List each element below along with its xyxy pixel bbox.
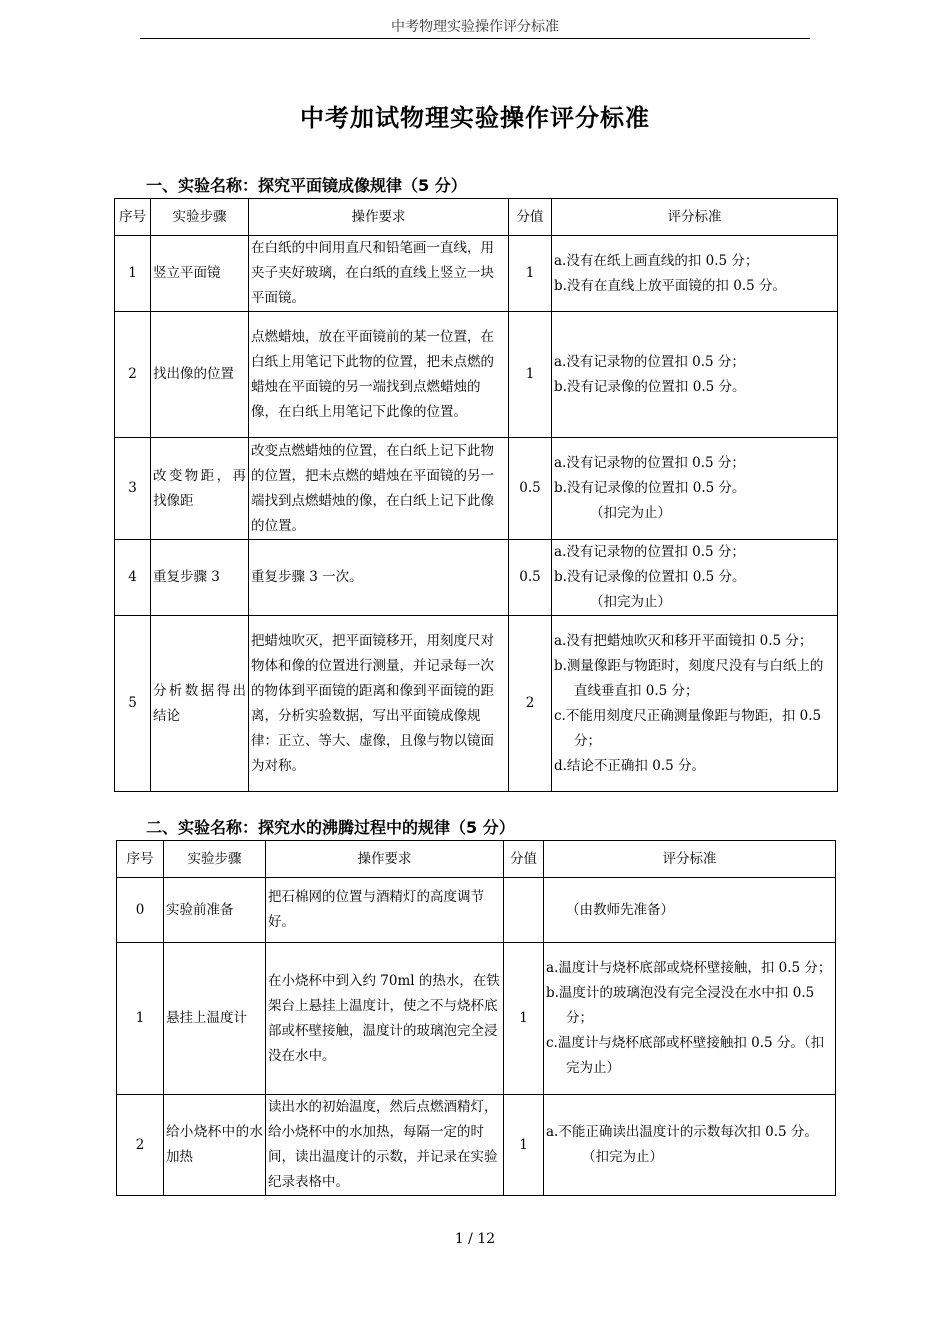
criterion: a.没有记录物的位置扣 0.5 分； (554, 353, 745, 370)
table-row (115, 312, 838, 438)
step-name: 实验前准备 (164, 878, 266, 943)
criteria (552, 312, 838, 438)
requirement: 在白纸的中间用直尺和铅笔画一直线，用夹子夹好玻璃，在白纸的直线上竖立一块平面镜。 (249, 236, 509, 312)
running-header: 中考物理实验操作评分标准 (391, 19, 559, 35)
step-name: 重复步骤 3 (151, 540, 249, 616)
table-row (117, 943, 836, 1095)
criterion: b.没有记录像的位置扣 0.5 分。 (554, 480, 746, 496)
table-row (115, 438, 838, 540)
criterion: a.没有把蜡烛吹灭和移开平面镜扣 0.5 分； (554, 632, 813, 649)
table-header-row (115, 199, 838, 236)
row-number: 5 (115, 616, 151, 792)
criteria (552, 438, 838, 540)
column-header: 实验步骤 (164, 841, 266, 878)
requirement: 重复步骤 3 一次。 (249, 540, 509, 616)
column-header: 实验步骤 (151, 199, 249, 236)
column-header: 分值 (509, 199, 552, 236)
criteria (552, 616, 838, 792)
score: 0.5 (509, 540, 552, 616)
requirement: 改变点燃蜡烛的位置，在白纸上记下此物的位置，把未点燃的蜡烛在平面镜的另一端找到点燃蜡烛的像，在白纸上记下此像的位置。 (249, 438, 509, 540)
row-number: 0 (117, 878, 164, 943)
column-header: 序号 (115, 199, 151, 236)
criterion: a.没有在纸上画直线的扣 0.5 分； (554, 252, 759, 269)
section-heading-1: 一、实验名称：探究平面镜成像规律（5 分） (146, 176, 467, 195)
criterion: b.没有记录像的位置扣 0.5 分。 (554, 569, 746, 585)
table-row (115, 540, 838, 616)
requirement: 在小烧杯中到入约 70ml 的热水，在铁架台上悬挂上温度计，使之不与烧杯底部或杯壁接触，温度计的玻璃泡完全浸没在水中。 (266, 943, 504, 1095)
header-rule (140, 38, 810, 39)
page-title: 中考加试物理实验操作评分标准 (300, 104, 650, 132)
column-header: 评分标准 (544, 841, 836, 878)
score: 1 (509, 312, 552, 438)
criterion: a.温度计与烧杯底部或烧杯壁接触，扣 0.5 分； (546, 960, 832, 976)
step-name: 给小烧杯中的水加热 (164, 1095, 266, 1196)
row-number: 2 (117, 1095, 164, 1196)
criteria (552, 236, 838, 312)
requirement: 把石棉网的位置与酒精灯的高度调节好。 (266, 878, 504, 943)
column-header: 序号 (117, 841, 164, 878)
rubric-table-2 (116, 840, 836, 1196)
requirement: 点燃蜡烛，放在平面镜前的某一位置，在白纸上用笔记下此物的位置，把未点燃的蜡烛在平面镜的另一端找到点燃蜡烛的像，在白纸上用笔记下此像的位置。 (249, 312, 509, 438)
row-number: 1 (115, 236, 151, 312)
criterion: b.温度计的玻璃泡没有完全浸没在水中扣 0.5 分； (546, 985, 815, 1026)
score: 0.5 (509, 438, 552, 540)
row-number: 1 (117, 943, 164, 1095)
column-header: 操作要求 (249, 199, 509, 236)
criteria-note: （扣完为止） (590, 594, 671, 610)
column-header: 分值 (504, 841, 544, 878)
score: 1 (504, 1095, 544, 1196)
criteria-note: （扣完为止） (590, 505, 671, 521)
criterion: a.没有记录物的位置扣 0.5 分； (554, 455, 745, 471)
score: 1 (504, 943, 544, 1095)
page-number: 1 / 12 (454, 1231, 496, 1247)
table-header-row (117, 841, 836, 878)
step-name: 找出像的位置 (151, 312, 249, 438)
criteria-note: （扣完为止） (582, 1149, 663, 1165)
criteria (544, 1095, 836, 1196)
table-row (117, 878, 836, 943)
table-row (115, 616, 838, 792)
step-name: 分析数据得出结论 (151, 616, 249, 792)
section-heading-2: 二、实验名称：探究水的沸腾过程中的规律（5 分） (146, 818, 515, 837)
criterion: b.测量像距与物距时，刻度尺没有与白纸上的直线垂直扣 0.5 分； (554, 657, 824, 699)
rubric-table-1 (114, 198, 838, 792)
step-name: 悬挂上温度计 (164, 943, 266, 1095)
criterion: b.没有记录像的位置扣 0.5 分。 (554, 378, 746, 395)
criteria-note: （由教师先准备） (566, 901, 674, 918)
requirement: 把蜡烛吹灭，把平面镜移开，用刻度尺对物体和像的位置进行测量，并记录每一次的物体到平面镜的距离和像到平面镜的距离，分析实验数据，写出平面镜成像规律：正立、等大、虚像，且像与物以镜面为对称。 (249, 616, 509, 792)
criterion: a.没有记录物的位置扣 0.5 分； (554, 544, 745, 560)
step-name: 竖立平面镜 (151, 236, 249, 312)
row-number: 2 (115, 312, 151, 438)
score: 2 (509, 616, 552, 792)
step-name: 改变物距，再找像距 (151, 438, 249, 540)
table-row (115, 236, 838, 312)
requirement: 读出水的初始温度，然后点燃酒精灯，给小烧杯中的水加热，每隔一定的时间，读出温度计的示数，并记录在实验纪录表格中。 (266, 1095, 504, 1196)
table-row (117, 1095, 836, 1196)
column-header: 操作要求 (266, 841, 504, 878)
score (504, 878, 544, 943)
criterion: a.不能正确读出温度计的示数每次扣 0.5 分。 (546, 1124, 818, 1140)
criteria (544, 943, 836, 1095)
criterion: c.温度计与烧杯底部或杯壁接触扣 0.5 分。（扣完为止） (546, 1035, 825, 1076)
criteria (552, 540, 838, 616)
criterion: d.结论不正确扣 0.5 分。 (554, 757, 705, 774)
criterion: c.不能用刻度尺正确测量像距与物距，扣 0.5 分； (554, 707, 822, 749)
score: 1 (509, 236, 552, 312)
row-number: 4 (115, 540, 151, 616)
row-number: 3 (115, 438, 151, 540)
column-header: 评分标准 (552, 199, 838, 236)
criteria (544, 878, 836, 943)
criterion: b.没有在直线上放平面镜的扣 0.5 分。 (554, 277, 786, 294)
